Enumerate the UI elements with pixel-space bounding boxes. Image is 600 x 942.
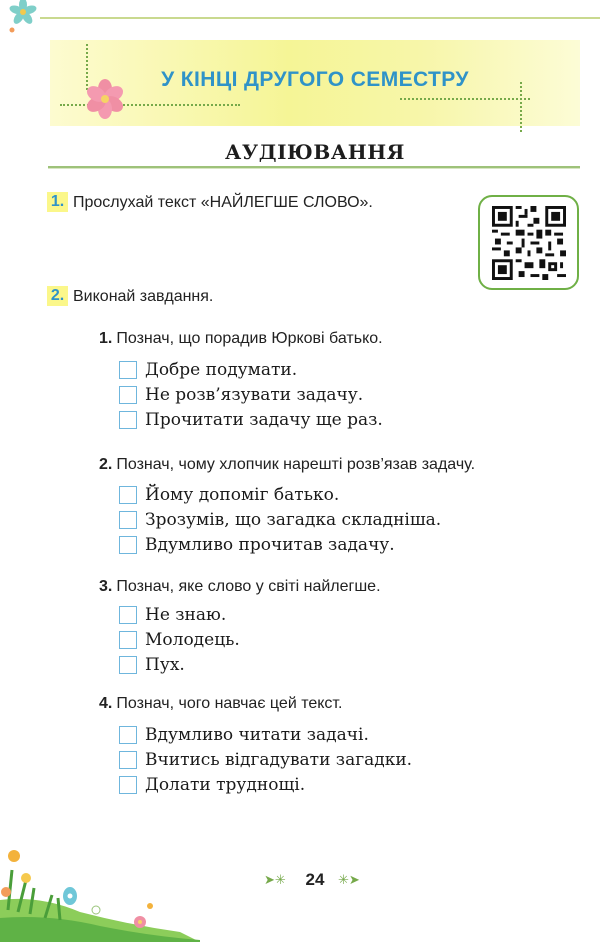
option-label: Вчитись відгадувати загадки. xyxy=(145,750,413,770)
banner-title: У КІНЦІ ДРУГОГО СЕМЕСТРУ xyxy=(161,68,469,91)
option-label: Прочитати задачу ще раз. xyxy=(145,410,383,430)
checkbox-icon[interactable] xyxy=(119,411,137,429)
question-text: Познач, чого навчає цей текст. xyxy=(116,695,343,712)
section-underline-shadow xyxy=(48,168,580,169)
corner-flower-icon xyxy=(6,0,40,34)
option-label: Вдумливо прочитав задачу. xyxy=(145,535,395,555)
question-3 xyxy=(99,578,381,596)
question-number: 1. xyxy=(99,330,113,347)
question-number: 2. xyxy=(99,456,113,473)
section-title: АУДІЮВАННЯ xyxy=(224,140,406,164)
sparkle-icon: ➤✳ xyxy=(264,872,286,887)
option-label: Пух. xyxy=(145,655,185,675)
checkbox-icon[interactable] xyxy=(119,511,137,529)
checkbox-icon[interactable] xyxy=(119,361,137,379)
option-label: Не розв’язувати задачу. xyxy=(145,385,364,405)
question-number: 3. xyxy=(99,578,113,595)
grass-flowers-illustration xyxy=(0,840,200,942)
task-text: Прослухай текст «НАЙЛЕГШЕ СЛОВО». xyxy=(73,194,373,211)
checkbox-icon[interactable] xyxy=(119,656,137,674)
top-rule xyxy=(40,17,600,19)
checkbox-icon[interactable] xyxy=(119,751,137,769)
question-2 xyxy=(99,456,475,474)
qr-code-icon xyxy=(490,206,568,280)
task-number: 1. xyxy=(47,192,68,212)
question-text: Познач, яке слово у світі найлегше. xyxy=(116,578,381,595)
question-number: 4. xyxy=(99,695,113,712)
checkbox-icon[interactable] xyxy=(119,631,137,649)
checkbox-icon[interactable] xyxy=(119,536,137,554)
qr-code-frame[interactable] xyxy=(478,195,579,290)
question-text: Познач, чому хлопчик нарешті розв’язав задачу. xyxy=(116,456,476,473)
option-label: Не знаю. xyxy=(145,605,227,625)
checkbox-icon[interactable] xyxy=(119,486,137,504)
question-1 xyxy=(99,330,383,348)
option-label: Вдумливо читати задачі. xyxy=(145,725,369,745)
checkbox-icon[interactable] xyxy=(119,776,137,794)
question-4 xyxy=(99,695,342,713)
option-label: Долати труднощі. xyxy=(145,775,306,795)
option-label: Йому допоміг батько. xyxy=(145,485,340,505)
banner-dotted-line xyxy=(400,98,530,100)
option-label: Молодець. xyxy=(145,630,240,650)
task-text: Виконай завдання. xyxy=(73,288,214,305)
page-number: 24 xyxy=(305,870,325,889)
checkbox-icon[interactable] xyxy=(119,726,137,744)
question-text: Познач, що порадив Юркові батько. xyxy=(116,330,383,347)
checkbox-icon[interactable] xyxy=(119,386,137,404)
option-label: Добре подумати. xyxy=(145,360,298,380)
pink-flower-icon xyxy=(84,78,126,120)
option-label: Зрозумів, що загадка складніша. xyxy=(145,510,442,530)
sparkle-icon: ✳➤ xyxy=(338,872,360,887)
checkbox-icon[interactable] xyxy=(119,606,137,624)
task-number: 2. xyxy=(47,286,68,306)
